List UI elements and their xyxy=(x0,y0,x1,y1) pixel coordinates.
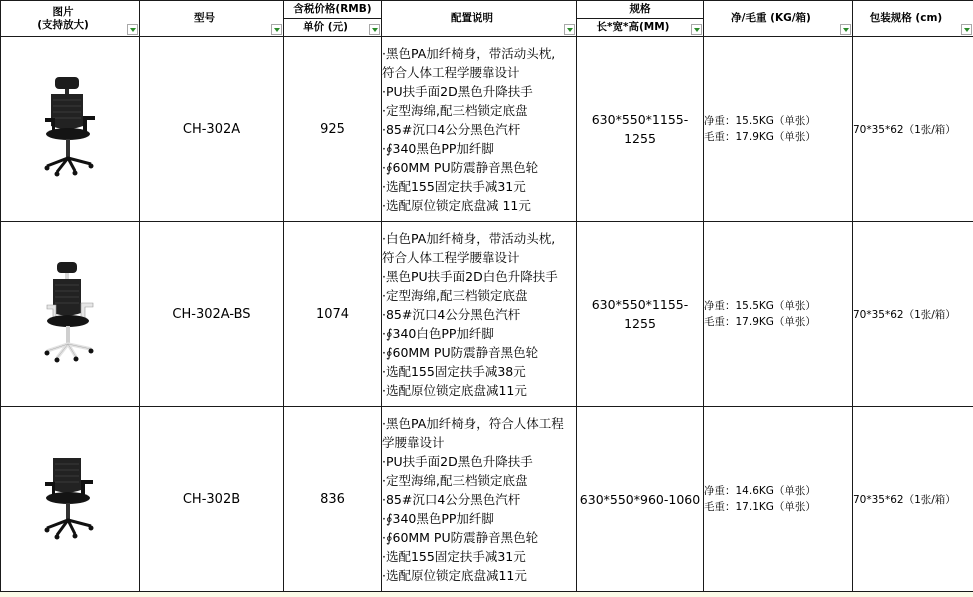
header-image-sub: (支持放大) xyxy=(37,18,89,31)
weight-cell[interactable] xyxy=(704,37,853,222)
image-cell[interactable] xyxy=(1,37,140,222)
header-packing-label: 包装规格 (cm) xyxy=(869,12,943,24)
config-line: ·PU扶手面2D黑色升降扶手 xyxy=(382,453,533,469)
header-weight xyxy=(704,1,853,37)
config-line: ·定型海绵,配三档锁定底盘 xyxy=(382,287,528,303)
office-chair-icon xyxy=(35,259,105,369)
config-line: ·85#沉口4公分黑色汽杆 xyxy=(382,306,521,322)
gross-weight: 毛重：17.1KG（单张） xyxy=(704,501,816,513)
price-cell[interactable]: 836 xyxy=(284,407,382,592)
config-line: ·∮60MM PU防震静音黑色轮 xyxy=(382,344,539,360)
header-model-label: 型号 xyxy=(194,12,215,24)
header-spec-sub xyxy=(577,19,704,37)
office-chair-icon xyxy=(35,74,105,184)
header-price xyxy=(284,1,382,19)
image-cell[interactable] xyxy=(1,407,140,592)
header-spec-sub-label: 长*宽*高(MM) xyxy=(596,21,670,33)
config-line: ·∮340黑色PP加纤脚 xyxy=(382,510,494,526)
config-line: 学腰靠设计 xyxy=(382,434,445,450)
gross-weight: 毛重：17.9KG（单张） xyxy=(704,131,816,143)
header-price-sub xyxy=(284,19,382,37)
filter-dropdown-icon[interactable] xyxy=(127,24,138,35)
packing-cell[interactable]: 70*35*62（1张/箱） xyxy=(853,37,973,222)
config-line: ·黑色PU扶手面2D白色升降扶手 xyxy=(382,268,558,284)
header-image-label: 图片 xyxy=(52,5,74,18)
price-cell[interactable]: 925 xyxy=(284,37,382,222)
spec-cell[interactable] xyxy=(577,407,704,592)
header-weight-label: 净/毛重 (KG/箱) xyxy=(731,12,811,24)
filter-dropdown-icon[interactable] xyxy=(369,24,380,35)
config-line: ·选配155固定扶手减38元 xyxy=(382,363,526,379)
spec-line: 1255 xyxy=(624,131,656,146)
config-line: ·PU扶手面2D黑色升降扶手 xyxy=(382,83,533,99)
config-cell[interactable] xyxy=(382,222,577,407)
config-cell[interactable] xyxy=(382,407,577,592)
config-line: ·∮340白色PP加纤脚 xyxy=(382,325,494,341)
net-weight: 净重：14.6KG（单张） xyxy=(704,485,816,497)
spec-line: 630*550*1155- xyxy=(591,112,689,127)
table-row xyxy=(1,37,973,222)
filter-dropdown-icon[interactable] xyxy=(961,24,972,35)
config-line: ·∮340黑色PP加纤脚 xyxy=(382,140,494,156)
header-image xyxy=(1,1,140,37)
config-line: ·定型海绵,配三档锁定底盘 xyxy=(382,472,528,488)
filter-dropdown-icon[interactable] xyxy=(271,24,282,35)
spec-line: 1255 xyxy=(624,316,656,331)
config-line: ·白色PA加纤椅身，带活动头枕, xyxy=(382,230,556,246)
config-line: ·选配原位锁定底盘减 11元 xyxy=(382,197,531,213)
spec-line: 630*550*1155- xyxy=(591,297,689,312)
config-line: ·选配155固定扶手减31元 xyxy=(382,548,526,564)
next-row-strip xyxy=(0,592,973,597)
table-row xyxy=(1,407,973,592)
filter-dropdown-icon[interactable] xyxy=(564,24,575,35)
header-spec xyxy=(577,1,704,19)
model-cell[interactable]: CH-302A xyxy=(140,37,284,222)
image-cell[interactable] xyxy=(1,222,140,407)
net-weight: 净重：15.5KG（单张） xyxy=(704,300,816,312)
office-chair-icon xyxy=(35,454,105,544)
config-line: ·85#沉口4公分黑色汽杆 xyxy=(382,121,521,137)
filter-dropdown-icon[interactable] xyxy=(691,24,702,35)
weight-cell[interactable] xyxy=(704,407,853,592)
config-line: ·85#沉口4公分黑色汽杆 xyxy=(382,491,521,507)
header-model xyxy=(140,1,284,37)
packing-cell[interactable]: 70*35*62（1张/箱） xyxy=(853,407,973,592)
config-line: ·选配155固定扶手减31元 xyxy=(382,178,526,194)
header-config xyxy=(382,1,577,37)
config-line: ·黑色PA加纤椅身，带活动头枕, xyxy=(382,45,556,61)
model-cell[interactable]: CH-302B xyxy=(140,407,284,592)
header-config-label: 配置说明 xyxy=(451,12,493,24)
config-line: ·选配原位锁定底盘减11元 xyxy=(382,382,527,398)
price-cell[interactable]: 1074 xyxy=(284,222,382,407)
config-line: ·∮60MM PU防震静音黑色轮 xyxy=(382,529,539,545)
net-weight: 净重：15.5KG（单张） xyxy=(704,115,816,127)
config-line: ·选配原位锁定底盘减11元 xyxy=(382,567,527,583)
filter-dropdown-icon[interactable] xyxy=(840,24,851,35)
weight-cell[interactable] xyxy=(704,222,853,407)
spec-line: 630*550*960-1060 xyxy=(579,491,701,507)
packing-cell[interactable]: 70*35*62（1张/箱） xyxy=(853,222,973,407)
header-price-label: 含税价格(RMB) xyxy=(293,3,372,15)
header-packing xyxy=(853,1,973,37)
model-cell[interactable]: CH-302A-BS xyxy=(140,222,284,407)
spec-cell[interactable] xyxy=(577,37,704,222)
config-cell[interactable] xyxy=(382,37,577,222)
header-spec-label: 规格 xyxy=(629,3,651,15)
gross-weight: 毛重：17.9KG（单张） xyxy=(704,316,816,328)
config-line: ·黑色PA加纤椅身，符合人体工程 xyxy=(382,415,564,431)
config-line: ·∮60MM PU防震静音黑色轮 xyxy=(382,159,539,175)
header-price-sub-label: 单价 (元) xyxy=(303,21,348,33)
config-line: 符合人体工程学腰靠设计 xyxy=(382,249,520,265)
table-row xyxy=(1,222,973,407)
config-line: 符合人体工程学腰靠设计 xyxy=(382,64,520,80)
config-line: ·定型海绵,配三档锁定底盘 xyxy=(382,102,528,118)
spec-cell[interactable] xyxy=(577,222,704,407)
